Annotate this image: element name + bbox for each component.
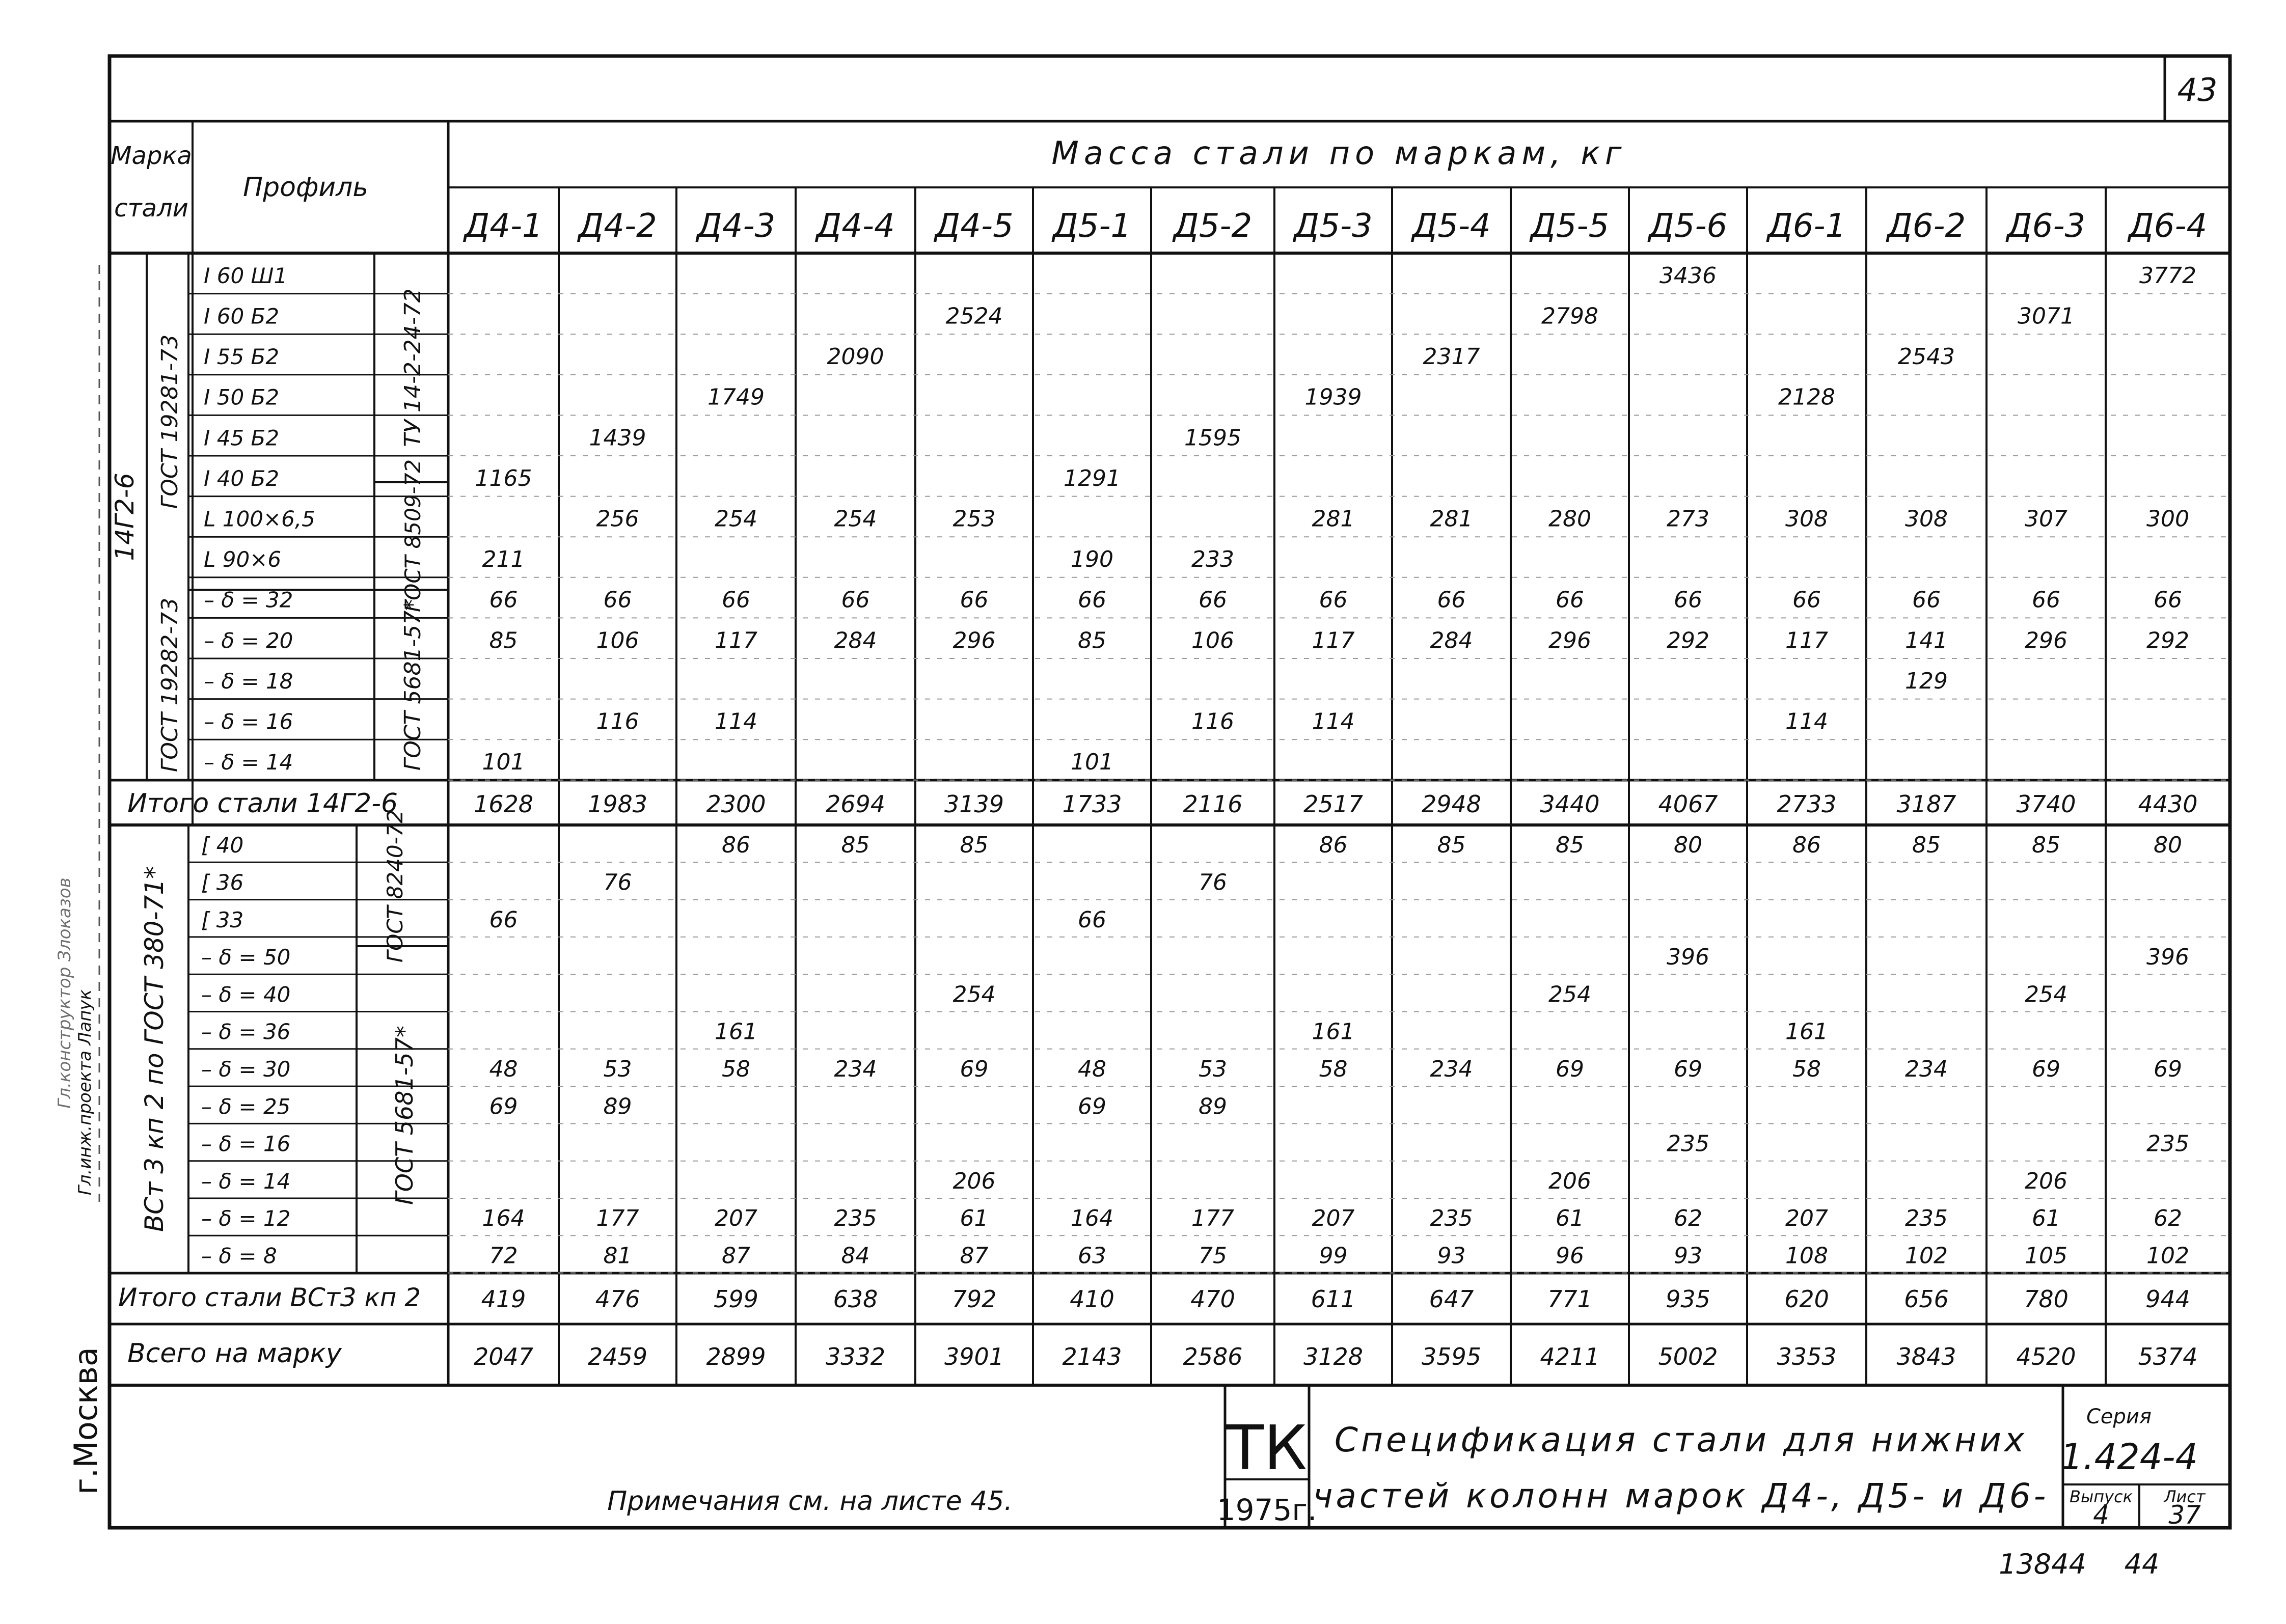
- column-header: Д6-2: [1887, 207, 1966, 245]
- profile-label: L 100×6,5: [204, 506, 315, 532]
- mass-value: 66: [1078, 587, 1106, 613]
- mass-value: 206: [2025, 1168, 2067, 1194]
- mass-value: 66: [489, 906, 518, 933]
- mass-value: 116: [1191, 708, 1234, 735]
- column-header: Д4-5: [935, 207, 1014, 245]
- total-value: 3353: [1777, 1343, 1837, 1370]
- mass-value: 84: [841, 1243, 870, 1269]
- mass-value: 284: [834, 627, 877, 654]
- year-text: 1975г.: [1216, 1493, 1317, 1527]
- s1-gost-8509: ГОСТ 8509-72: [400, 459, 425, 613]
- total-value: 3128: [1303, 1343, 1364, 1370]
- mass-value: 69: [1556, 1056, 1584, 1083]
- mass-value: 66: [1912, 587, 1941, 613]
- profile-label: – δ = 36: [201, 1019, 291, 1044]
- mass-value: 300: [2146, 506, 2189, 532]
- mass-value: 292: [1667, 627, 1709, 654]
- mass-value: 72: [489, 1243, 518, 1269]
- mass-value: 254: [953, 981, 996, 1008]
- mass-value: 53: [603, 1056, 632, 1083]
- s2-gost-5681: ГОСТ 5681-57*: [391, 1026, 418, 1205]
- total-value: 1733: [1062, 790, 1122, 818]
- total-value: 2694: [825, 790, 886, 818]
- mass-value: 296: [2025, 627, 2067, 654]
- mass-value: 62: [2154, 1205, 2182, 1232]
- total-value: 1983: [587, 790, 648, 818]
- mass-value: 86: [722, 832, 750, 859]
- column-header: Д5-1: [1052, 207, 1132, 245]
- total-value: 4520: [2016, 1343, 2076, 1370]
- total-value: 771: [1547, 1285, 1592, 1313]
- mass-value: 87: [960, 1243, 989, 1269]
- s1-gost-19282: ГОСТ 19282-73: [157, 597, 183, 773]
- mass-value: 85: [1556, 832, 1584, 859]
- mass-value: 281: [1312, 506, 1355, 532]
- total-value: 5374: [2138, 1343, 2198, 1370]
- column-header: Д5-5: [1530, 207, 1610, 245]
- mass-value: 76: [1199, 869, 1227, 896]
- total-value: 647: [1429, 1285, 1474, 1313]
- mass-value: 66: [489, 587, 518, 613]
- total-value: 3187: [1896, 790, 1956, 818]
- column-header: Д4-3: [696, 207, 776, 245]
- mass-value: 48: [1078, 1056, 1106, 1083]
- mass-value: 101: [1071, 749, 1113, 776]
- mass-value: 1939: [1304, 384, 1362, 410]
- total-value: 2733: [1777, 790, 1837, 818]
- total-value: 2586: [1183, 1343, 1243, 1370]
- mass-value: 117: [1785, 627, 1828, 654]
- mass-value: 253: [953, 506, 996, 532]
- mass-value: 69: [2154, 1056, 2182, 1083]
- profile-label: – δ = 25: [201, 1094, 291, 1119]
- title-line-1: Спецификация стали для нижних: [1334, 1420, 2028, 1460]
- column-headers: [462, 207, 2207, 245]
- mass-value: 87: [722, 1243, 750, 1269]
- total-value: 5002: [1658, 1343, 1718, 1370]
- mass-value: 235: [2146, 1131, 2189, 1157]
- mass-value: 96: [1556, 1243, 1584, 1269]
- profile-label: – δ = 14: [201, 1168, 291, 1194]
- mass-value: 114: [1785, 708, 1828, 735]
- total-value: 419: [481, 1285, 526, 1313]
- profile-label: – δ = 12: [201, 1206, 291, 1231]
- column-header: Д6-4: [2128, 207, 2208, 245]
- mass-value: 69: [1078, 1093, 1106, 1120]
- mass-value: 233: [1191, 546, 1234, 573]
- mass-value: 117: [715, 627, 757, 654]
- total-value: 944: [2145, 1285, 2190, 1313]
- mass-value: 66: [603, 587, 632, 613]
- profile-label: – δ = 32: [204, 587, 293, 613]
- mass-value: 281: [1430, 506, 1473, 532]
- mass-value: 66: [722, 587, 750, 613]
- total-value: 620: [1784, 1285, 1829, 1313]
- mass-value: 280: [1548, 506, 1591, 532]
- mass-value: 86: [1792, 832, 1821, 859]
- profile-label: – δ = 16: [204, 709, 293, 734]
- total-value: 3595: [1421, 1343, 1482, 1370]
- total-value: 470: [1190, 1285, 1235, 1313]
- mass-value: 161: [715, 1019, 757, 1045]
- mass-value: 141: [1905, 627, 1948, 654]
- column-header: Д6-3: [2006, 207, 2086, 245]
- mass-value: 114: [715, 708, 757, 735]
- mass-value: 93: [1674, 1243, 1702, 1269]
- mass-value: 69: [960, 1056, 989, 1083]
- footer-code-1: 13844: [1999, 1548, 2086, 1580]
- total-value: 2899: [706, 1343, 766, 1370]
- s1-total-label: Итого стали 14Г2-6: [127, 788, 398, 819]
- total-value: 3901: [944, 1343, 1004, 1370]
- mass-value: 211: [482, 546, 525, 573]
- profile-label: I 55 Б2: [204, 344, 280, 370]
- column-header: Д5-2: [1173, 207, 1253, 245]
- mass-value: 106: [1191, 627, 1234, 654]
- mass-value: 308: [1905, 506, 1948, 532]
- title-line-2: частей колонн марок Д4-, Д5- и Д6-: [1313, 1476, 2049, 1516]
- mass-value: 292: [2146, 627, 2189, 654]
- profile-label: – δ = 40: [201, 982, 291, 1007]
- s1-tu-label: ТУ 14-2-24-72: [400, 288, 426, 447]
- mass-value: 66: [1437, 587, 1466, 613]
- mass-value: 102: [2146, 1243, 2189, 1269]
- mass-value: 1749: [707, 384, 765, 410]
- mass-value: 2798: [1541, 303, 1598, 329]
- s1-gost-19281: ГОСТ 19281-73: [157, 334, 183, 509]
- mass-value: 235: [834, 1205, 877, 1232]
- mass-value: 89: [603, 1093, 632, 1120]
- profile-label: – δ = 20: [204, 628, 293, 653]
- issue-value: 4: [2093, 1500, 2109, 1530]
- mass-value: 307: [2025, 506, 2067, 532]
- steel-vst3-rows: [188, 832, 2230, 1273]
- mass-value: 69: [1674, 1056, 1702, 1083]
- total-value: 656: [1904, 1285, 1949, 1313]
- mass-value: 58: [1319, 1056, 1348, 1083]
- total-value: 792: [951, 1285, 997, 1313]
- mass-value: 86: [1319, 832, 1348, 859]
- column-header: Д4-1: [464, 207, 543, 245]
- stamp-chief-designer: Гл.конструктор Злоказов: [55, 877, 75, 1109]
- s2-total-label: Итого стали ВСт3 кп 2: [118, 1283, 421, 1312]
- steel-14g2-total-row: [474, 790, 2198, 818]
- total-value: 2047: [473, 1343, 534, 1370]
- s2-gost-8240: ГОСТ 8240-72: [383, 809, 407, 963]
- mass-value: 53: [1199, 1056, 1227, 1083]
- mass-value: 62: [1674, 1205, 1702, 1232]
- total-value: 935: [1666, 1285, 1710, 1313]
- total-value: 476: [595, 1285, 640, 1313]
- mass-value: 190: [1071, 546, 1113, 573]
- footer-code-2: 44: [2124, 1548, 2160, 1580]
- mass-value: 89: [1199, 1093, 1227, 1120]
- mass-value: 66: [1199, 587, 1227, 613]
- mass-value: 75: [1199, 1243, 1227, 1269]
- total-value: 599: [714, 1285, 758, 1313]
- mass-value: 1595: [1184, 425, 1241, 451]
- mass-value: 58: [1792, 1056, 1821, 1083]
- mass-value: 396: [1667, 944, 1709, 971]
- profile-label: – δ = 18: [204, 668, 293, 694]
- total-value: 4211: [1540, 1343, 1600, 1370]
- s1-grade-label: 14Г2-6: [110, 473, 140, 561]
- mass-value: 66: [2154, 587, 2182, 613]
- steel-vst3-total-row: [481, 1285, 2190, 1313]
- mass-value: 254: [2025, 981, 2067, 1008]
- sheet-value: 37: [2168, 1500, 2201, 1530]
- profile-label: [ 36: [201, 870, 244, 895]
- grand-total-label: Всего на марку: [127, 1338, 342, 1369]
- marka-label-1: Марка: [111, 142, 192, 170]
- mass-value: 105: [2025, 1243, 2067, 1269]
- profile-label: – δ = 14: [204, 750, 293, 775]
- profile-header: Профиль: [242, 172, 369, 203]
- mass-value: 66: [1792, 587, 1821, 613]
- mass-value: 254: [1548, 981, 1591, 1008]
- mass-value: 129: [1905, 668, 1948, 694]
- series-value: 1.424-4: [2060, 1436, 2198, 1478]
- mass-value: 296: [1548, 627, 1591, 654]
- total-value: 2143: [1062, 1343, 1122, 1370]
- profile-label: I 50 Б2: [204, 384, 280, 410]
- issue-label: Выпуск: [2070, 1487, 2133, 1506]
- profile-label: [ 40: [201, 833, 244, 858]
- mass-header: Масса стали по маркам, кг: [1051, 134, 1627, 172]
- total-value: 2116: [1183, 790, 1243, 818]
- marka-label-2: стали: [114, 194, 188, 223]
- mass-value: 2128: [1778, 384, 1835, 410]
- mass-value: 207: [1785, 1205, 1828, 1232]
- mass-value: 80: [2154, 832, 2182, 859]
- mass-value: 164: [482, 1205, 525, 1232]
- mass-value: 48: [489, 1056, 518, 1083]
- mass-value: 61: [1556, 1205, 1584, 1232]
- column-header: Д5-3: [1294, 207, 1373, 245]
- mass-value: 102: [1905, 1243, 1948, 1269]
- mass-value: 207: [1312, 1205, 1355, 1232]
- mass-value: 66: [2032, 587, 2060, 613]
- total-value: 3139: [944, 790, 1004, 818]
- profile-label: – δ = 50: [201, 945, 291, 970]
- mass-value: 81: [603, 1243, 632, 1269]
- profile-label: I 40 Б2: [204, 465, 280, 491]
- column-header: Д5-6: [1648, 207, 1728, 245]
- total-value: 3843: [1896, 1343, 1956, 1370]
- mass-value: 235: [1905, 1205, 1948, 1232]
- mass-value: 61: [960, 1205, 989, 1232]
- mass-value: 254: [715, 506, 757, 532]
- grand-total-row: [474, 1343, 2198, 1370]
- mass-value: 235: [1667, 1131, 1709, 1157]
- mass-value: 161: [1785, 1019, 1828, 1045]
- total-value: 2948: [1421, 790, 1482, 818]
- mass-value: 80: [1674, 832, 1702, 859]
- mass-value: 161: [1312, 1019, 1355, 1045]
- mass-value: 3071: [2018, 303, 2075, 329]
- total-value: 4067: [1658, 790, 1718, 818]
- mass-value: 85: [1078, 627, 1106, 654]
- mass-value: 116: [596, 708, 639, 735]
- mass-value: 284: [1430, 627, 1473, 654]
- mass-value: 207: [715, 1205, 757, 1232]
- total-value: 2300: [706, 790, 766, 818]
- mass-value: 85: [960, 832, 989, 859]
- mass-value: 76: [603, 869, 632, 896]
- column-header: Д4-2: [578, 207, 657, 245]
- profile-label: – δ = 30: [201, 1057, 291, 1082]
- stamp-chief-engineer: Гл.инж.проекта Лапук: [75, 989, 95, 1196]
- profile-label: I 60 Б2: [204, 304, 280, 329]
- series-label: Серия: [2086, 1405, 2152, 1428]
- mass-value: 296: [953, 627, 996, 654]
- column-header: Д5-4: [1412, 207, 1491, 245]
- mass-value: 69: [489, 1093, 518, 1120]
- total-value: 638: [833, 1285, 878, 1313]
- profile-label: I 60 Ш1: [204, 263, 288, 288]
- mass-value: 66: [1674, 587, 1702, 613]
- mass-value: 2090: [827, 344, 884, 370]
- total-value: 4430: [2138, 790, 2198, 818]
- mass-value: 66: [841, 587, 870, 613]
- mass-value: 256: [596, 506, 639, 532]
- total-value: 780: [2024, 1285, 2069, 1313]
- tk-logo: ТК: [1226, 1413, 1308, 1484]
- mass-value: 69: [2032, 1056, 2060, 1083]
- note-text: Примечания см. на листе 45.: [607, 1486, 1013, 1517]
- profile-label: – δ = 16: [201, 1131, 291, 1157]
- mass-value: 66: [1556, 587, 1584, 613]
- mass-value: 235: [1430, 1205, 1473, 1232]
- mass-value: 1291: [1064, 465, 1121, 491]
- total-value: 3440: [1540, 790, 1600, 818]
- mass-value: 2543: [1898, 344, 1955, 370]
- total-value: 410: [1070, 1285, 1114, 1313]
- s1-gost-5681: ГОСТ 5681-57*: [400, 599, 426, 771]
- total-value: 3332: [825, 1343, 886, 1370]
- profile-label: – δ = 8: [201, 1243, 277, 1269]
- mass-value: 396: [2146, 944, 2189, 971]
- mass-value: 234: [1905, 1056, 1948, 1083]
- mass-value: 234: [834, 1056, 877, 1083]
- total-value: 3740: [2016, 790, 2076, 818]
- mass-value: 206: [1548, 1168, 1591, 1194]
- mass-value: 85: [2032, 832, 2060, 859]
- mass-value: 254: [834, 506, 877, 532]
- mass-value: 177: [596, 1205, 639, 1232]
- mass-value: 1439: [589, 425, 646, 451]
- total-value: 611: [1311, 1285, 1356, 1313]
- mass-value: 3772: [2139, 262, 2196, 289]
- mass-value: 308: [1785, 506, 1828, 532]
- mass-value: 66: [1319, 587, 1348, 613]
- total-value: 1628: [473, 790, 534, 818]
- mass-value: 108: [1785, 1243, 1828, 1269]
- page-number: 43: [2177, 71, 2218, 108]
- column-header: Д6-1: [1767, 207, 1846, 245]
- total-value: 2517: [1303, 790, 1364, 818]
- mass-value: 234: [1430, 1056, 1473, 1083]
- profile-label: [ 33: [201, 907, 244, 932]
- mass-value: 85: [1437, 832, 1466, 859]
- mass-value: 177: [1191, 1205, 1234, 1232]
- mass-value: 164: [1071, 1205, 1113, 1232]
- mass-value: 58: [722, 1056, 750, 1083]
- s2-grade-label: ВСт 3 кп 2 по ГОСТ 380-71*: [140, 866, 169, 1232]
- mass-value: 101: [482, 749, 525, 776]
- mass-value: 117: [1312, 627, 1355, 654]
- mass-value: 114: [1312, 708, 1355, 735]
- mass-value: 1165: [475, 465, 532, 491]
- city-label: г.Москва: [67, 1347, 104, 1495]
- mass-value: 106: [596, 627, 639, 654]
- mass-value: 66: [960, 587, 989, 613]
- mass-value: 99: [1319, 1243, 1348, 1269]
- profile-label: I 45 Б2: [204, 425, 280, 451]
- mass-value: 63: [1078, 1243, 1106, 1269]
- profile-label: L 90×6: [204, 547, 282, 572]
- mass-value: 85: [1912, 832, 1941, 859]
- mass-value: 93: [1437, 1243, 1466, 1269]
- mass-value: 85: [489, 627, 518, 654]
- total-value: 2459: [587, 1343, 648, 1370]
- mass-value: 85: [841, 832, 870, 859]
- mass-value: 2317: [1423, 344, 1480, 370]
- steel-14g2-rows: [188, 263, 2230, 780]
- mass-value: 206: [953, 1168, 996, 1194]
- mass-value: 2524: [945, 303, 1003, 329]
- mass-value: 273: [1667, 506, 1709, 532]
- column-header: Д4-4: [816, 207, 895, 245]
- mass-value: 3436: [1659, 262, 1717, 289]
- mass-value: 61: [2032, 1205, 2060, 1232]
- mass-value: 66: [1078, 906, 1106, 933]
- sheet-label: Лист: [2164, 1487, 2206, 1506]
